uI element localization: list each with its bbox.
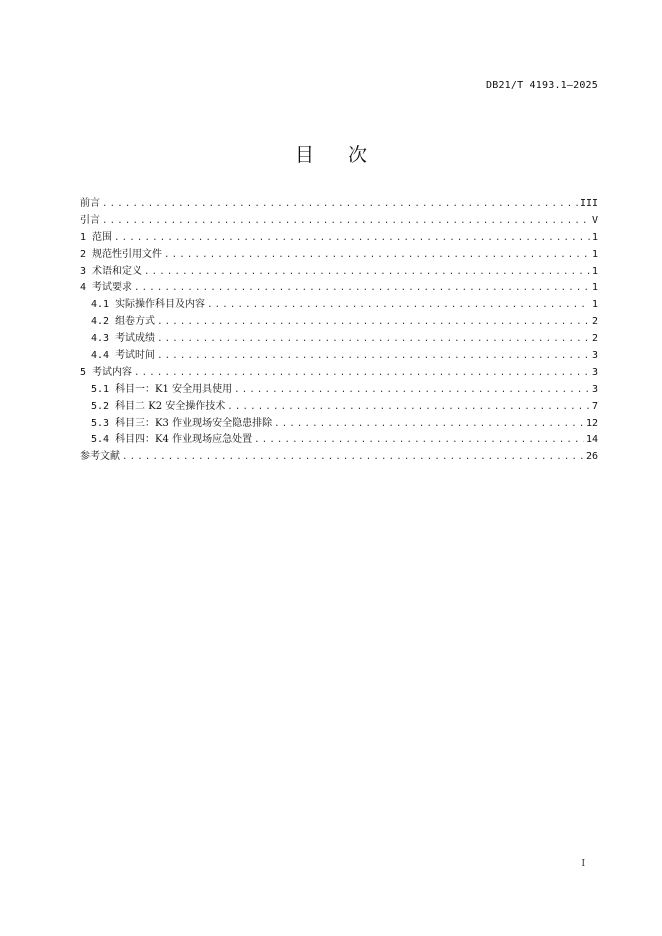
toc-leader	[144, 264, 590, 281]
toc-entry-exam-requirements[interactable]	[80, 280, 598, 297]
toc-entry-number: 2	[80, 248, 87, 260]
toc-entry-number: 1	[80, 231, 87, 243]
toc-leader	[157, 314, 590, 331]
toc-entry-terms[interactable]	[80, 264, 598, 281]
toc-entry-4-4[interactable]	[80, 348, 598, 365]
toc-entry-title: 范围	[92, 231, 113, 243]
toc-entry-number: 4	[80, 282, 87, 294]
toc-entry-4-1[interactable]	[80, 297, 598, 314]
toc-entry-number: 4.1	[91, 299, 110, 311]
toc-entry-title: 参考文献	[80, 451, 120, 463]
toc-entry-scope[interactable]	[80, 230, 598, 247]
page-number: I	[581, 859, 585, 869]
toc-entry-5-1[interactable]	[80, 382, 598, 399]
toc-entry-bibliography[interactable]	[80, 449, 598, 466]
toc-entry-page: 7	[591, 400, 598, 412]
toc-entry-number: 3	[80, 265, 87, 277]
toc-entry-page: 1	[591, 299, 598, 311]
toc-entry-normative-references[interactable]	[80, 247, 598, 264]
toc-entry-page: V	[591, 214, 598, 226]
toc-entry-number: 5.4	[91, 434, 110, 446]
toc-leader	[227, 399, 590, 416]
toc-entry-number: 4.2	[91, 316, 110, 328]
toc-entry-title: 考试内容	[92, 366, 133, 378]
toc-leader	[274, 416, 584, 433]
toc-leader	[134, 280, 590, 297]
toc-entry-page: III	[579, 198, 598, 209]
toc-entry-number: 5	[80, 366, 87, 378]
toc-entry-title: 组卷方式	[115, 316, 156, 328]
toc-entry-page: 1	[591, 248, 598, 260]
toc-entry-4-2[interactable]	[80, 314, 598, 331]
toc-entry-introduction[interactable]	[80, 213, 598, 230]
page-title: 目次	[294, 144, 401, 166]
toc-entry-title: 术语和定义	[92, 265, 143, 277]
toc-entry-page: 26	[585, 451, 598, 463]
toc-entry-page: 2	[591, 316, 598, 328]
toc-entry-5-2[interactable]	[80, 399, 598, 416]
toc-entry-title: 考试要求	[92, 282, 133, 294]
toc-entry-title: 科目一：K1 安全用具使用	[115, 383, 233, 395]
table-of-contents	[80, 196, 598, 466]
toc-leader	[164, 247, 590, 264]
toc-leader	[102, 213, 590, 230]
toc-entry-page: 1	[591, 231, 598, 243]
toc-entry-title: 规范性引用文件	[92, 248, 163, 260]
toc-entry-number: 4.3	[91, 333, 110, 345]
toc-entry-number: 5.3	[91, 417, 110, 429]
toc-entry-number: 4.4	[91, 350, 110, 362]
toc-entry-title: 考试时间	[115, 350, 156, 362]
toc-entry-title: 前言	[80, 198, 100, 209]
toc-entry-page: 2	[591, 333, 598, 345]
toc-entry-title: 实际操作科目及内容	[115, 299, 206, 311]
toc-entry-number: 5.1	[91, 383, 110, 395]
toc-entry-page: 14	[585, 434, 598, 446]
toc-leader	[157, 348, 590, 365]
toc-entry-exam-content[interactable]	[80, 365, 598, 382]
toc-entry-page: 3	[591, 350, 598, 362]
toc-leader	[102, 196, 578, 213]
toc-leader	[122, 449, 584, 466]
toc-entry-5-3[interactable]	[80, 416, 598, 433]
toc-entry-page: 12	[585, 417, 598, 429]
toc-leader	[114, 230, 590, 247]
toc-entry-title: 考试成绩	[115, 333, 156, 345]
toc-entry-title: 科目二 K2 安全操作技术	[115, 400, 226, 412]
toc-entry-5-4[interactable]	[80, 432, 598, 449]
toc-leader	[157, 331, 590, 348]
toc-entry-number: 5.2	[91, 400, 110, 412]
toc-entry-page: 1	[591, 265, 598, 277]
toc-entry-page: 3	[591, 366, 598, 378]
toc-leader	[207, 297, 590, 314]
toc-entry-title: 科目三：K3 作业现场安全隐患排除	[115, 417, 273, 429]
toc-entry-page: 1	[591, 282, 598, 294]
toc-entry-foreword[interactable]	[80, 196, 598, 213]
toc-leader	[254, 432, 584, 449]
toc-entry-title: 引言	[80, 214, 100, 226]
toc-leader	[134, 365, 590, 382]
toc-entry-page: 3	[591, 383, 598, 395]
toc-entry-title: 科目四：K4 作业现场应急处置	[115, 434, 253, 446]
toc-leader	[234, 382, 590, 399]
document-id: DB21/T 4193.1—2025	[486, 80, 598, 91]
toc-entry-4-3[interactable]	[80, 331, 598, 348]
